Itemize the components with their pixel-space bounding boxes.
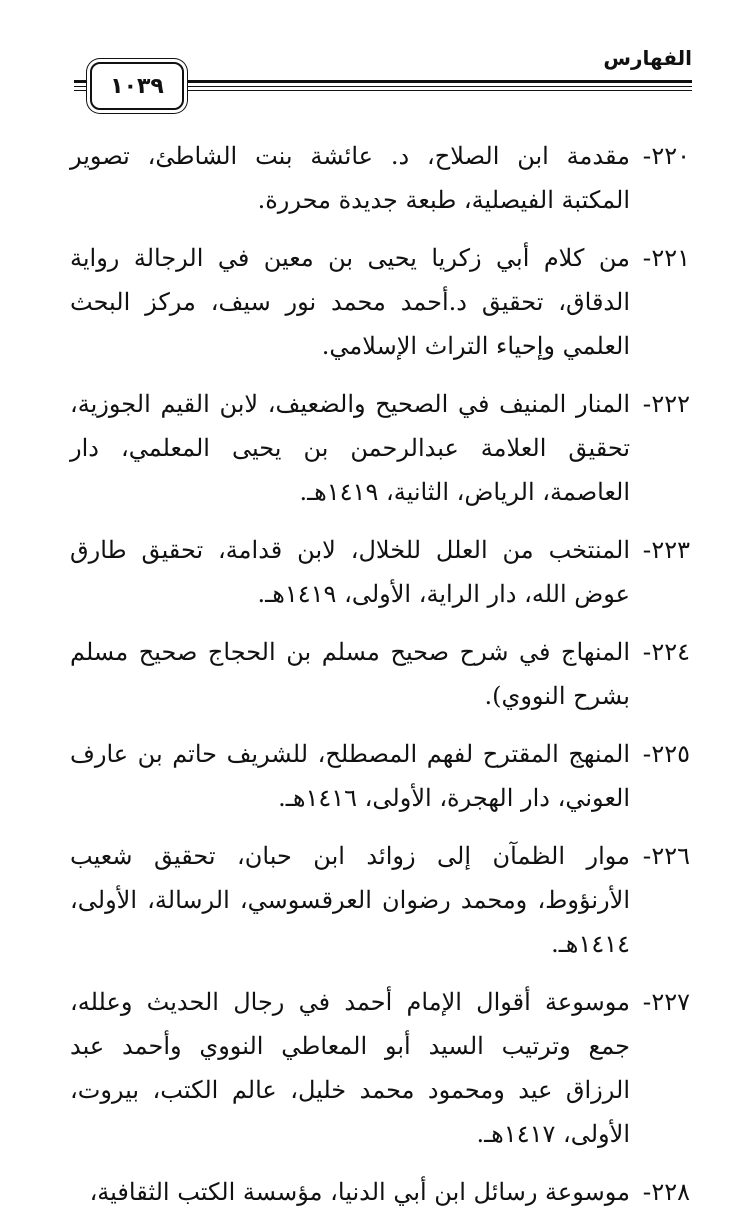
- entry-text: المنهج المقترح لفهم المصطلح، للشريف حاتم بن عارف العوني، دار الهجرة، الأولى، ١٤١٦هـ.: [70, 740, 630, 812]
- entry-text: مقدمة ابن الصلاح، د. عائشة بنت الشاطئ، تصوير المكتبة الفيصلية، طبعة جديدة محررة.: [70, 142, 630, 214]
- bibliography-entry: [70, 834, 690, 966]
- entry-text: موسوعة رسائل ابن أبي الدنيا، مؤسسة الكتب الثقافية،: [89, 1178, 630, 1206]
- entry-number: ٢٢٠-: [642, 142, 690, 170]
- entry-text: موسوعة أقوال الإمام أحمد في رجال الحديث وعلله، جمع وترتيب السيد أبو المعاطي النووي وأحمد عبد الرزاق عيد ومحمود محمد خليل، عالم الكتب، بيروت، الأولى، ١٤١٧هـ.: [70, 988, 630, 1148]
- bibliography-list: [70, 134, 690, 1228]
- entry-number: ٢٢٤-: [642, 638, 690, 666]
- page-number-box: [90, 62, 184, 110]
- bibliography-entry: [70, 630, 690, 718]
- page-header: [74, 44, 692, 108]
- bibliography-entry: [70, 528, 690, 616]
- entry-number: ٢٢٧-: [642, 988, 690, 1016]
- entry-text: المنهاج في شرح صحيح مسلم بن الحجاج صحيح مسلم بشرح النووي).: [70, 638, 630, 710]
- entry-text: موار الظمآن إلى زوائد ابن حبان، تحقيق شعيب الأرنؤوط، ومحمد رضوان العرقسوسي، الرسالة، الأولى، ١٤١٤هـ.: [70, 842, 630, 958]
- bibliography-entry: [70, 1170, 690, 1214]
- bibliography-entry: [70, 382, 690, 514]
- bibliography-entry: [70, 732, 690, 820]
- bibliography-entry: [70, 236, 690, 368]
- page-number: ١٠٣٩: [110, 73, 164, 99]
- entry-text: من كلام أبي زكريا يحيى بن معين في الرجالة رواية الدقاق، تحقيق د.أحمد محمد نور سيف، مركز البحث العلمي وإحياء التراث الإسلامي.: [70, 244, 630, 360]
- entry-number: ٢٢٨-: [642, 1178, 690, 1206]
- entry-number: ٢٢٢-: [642, 390, 690, 418]
- entry-number: ٢٢٣-: [642, 536, 690, 564]
- bibliography-entry: [70, 134, 690, 222]
- entry-text: المنتخب من العلل للخلال، لابن قدامة، تحقيق طارق عوض الله، دار الراية، الأولى، ١٤١٩هـ.: [70, 536, 630, 608]
- entry-number: ٢٢٦-: [642, 842, 690, 870]
- section-title: الفهارس: [603, 46, 692, 70]
- entry-number: ٢٢١-: [642, 244, 690, 272]
- entry-text: المنار المنيف في الصحيح والضعيف، لابن القيم الجوزية، تحقيق العلامة عبدالرحمن بن يحيى المعلمي، دار العاصمة، الرياض، الثانية، ١٤١٩هـ.: [70, 390, 630, 506]
- bibliography-entry: [70, 980, 690, 1156]
- entry-number: ٢٢٥-: [642, 740, 690, 768]
